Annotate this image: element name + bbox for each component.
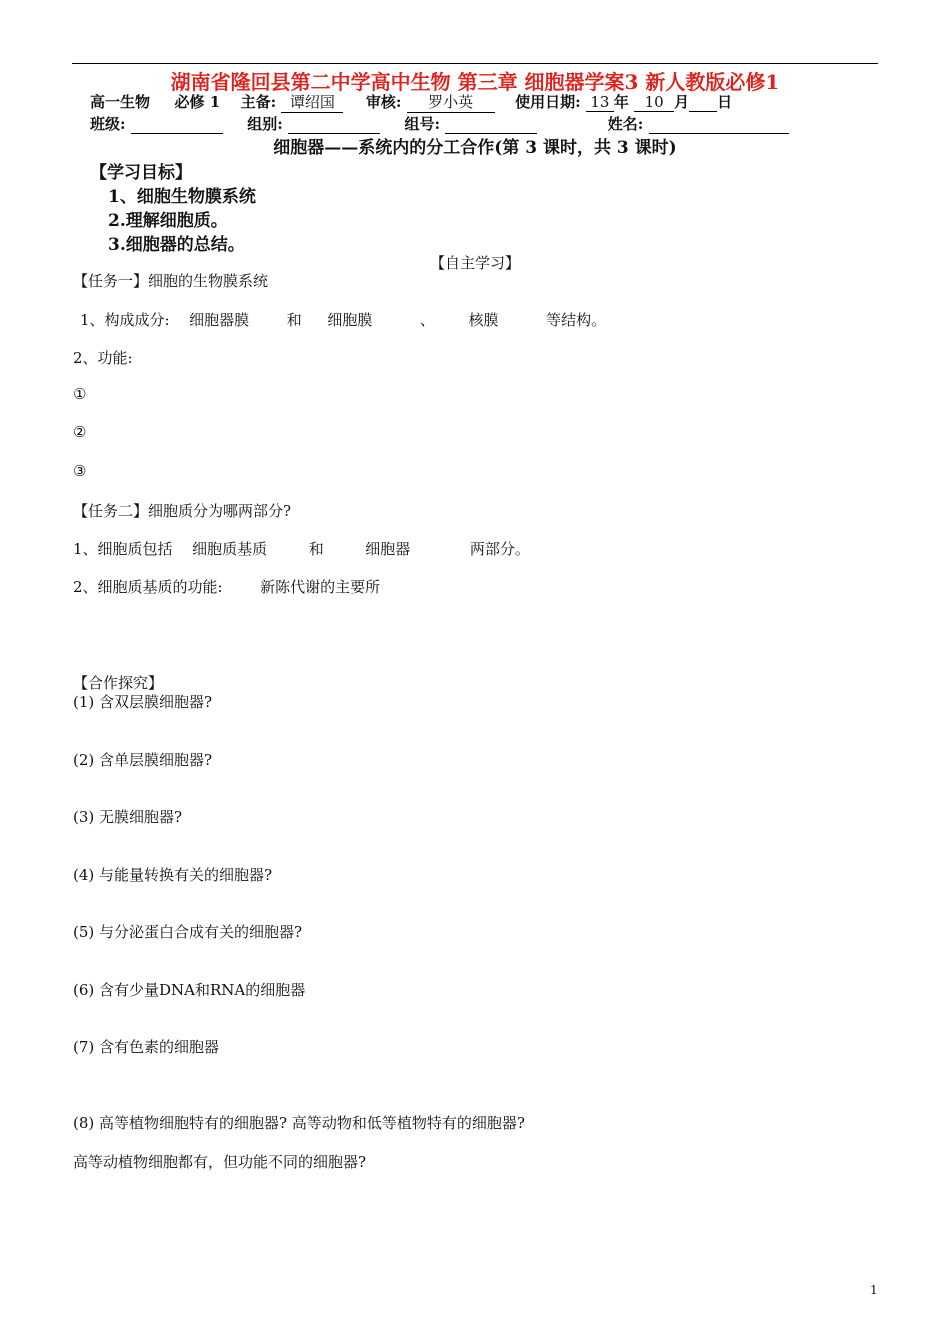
cooperation-question: (3) 无膜细胞器? — [73, 808, 183, 826]
date-month: 10 — [634, 93, 674, 112]
task2-q1-answer-1: 细胞质基质 — [192, 540, 268, 558]
cooperation-question: (4) 与能量转换有关的细胞器? — [73, 866, 273, 884]
groupno-blank[interactable] — [445, 115, 537, 134]
objective-item: 1、细胞生物膜系统 — [108, 187, 256, 207]
function-mark: ① — [73, 385, 87, 403]
preparer-label: 主备: — [240, 93, 277, 111]
objectives-heading: 【学习目标】 — [90, 163, 192, 183]
reviewer-label: 审核: — [365, 93, 402, 111]
task1-q1-suffix: 等结构。 — [546, 311, 607, 329]
page-number: 1 — [870, 1283, 878, 1297]
meta-row-1 — [90, 91, 732, 113]
book: 必修 1 — [174, 93, 221, 111]
task2-heading: 【任务二】细胞质分为哪两部分? — [73, 502, 292, 520]
task2-q1-suffix: 两部分。 — [469, 540, 530, 558]
date-day-unit: 日 — [717, 93, 733, 111]
date-label: 使用日期: — [515, 93, 581, 111]
task1-q2: 2、功能: — [73, 349, 133, 367]
date-year: 13 — [586, 93, 614, 112]
document-title: 湖南省隆回县第二中学高中生物 第三章 细胞器学案3 新人教版必修1 — [170, 70, 780, 94]
name-label: 姓名: — [607, 115, 644, 133]
self-study-heading: 【自主学习】 — [429, 254, 520, 272]
task2-q2 — [73, 576, 380, 597]
top-rule — [72, 63, 878, 64]
task1-q1-and: 和 — [286, 311, 302, 329]
objective-item: 3.细胞器的总结。 — [108, 235, 245, 255]
cooperation-question: (6) 含有少量DNA和RNA的细胞器 — [73, 981, 306, 999]
groupno-label: 组号: — [404, 115, 441, 133]
task2-q2-answer: 新陈代谢的主要所 — [260, 578, 381, 596]
task2-q1-prefix: 1、细胞质包括 — [73, 540, 173, 558]
name-blank[interactable] — [649, 115, 789, 134]
cooperation-question: (5) 与分泌蛋白合成有关的细胞器? — [73, 923, 303, 941]
task1-q1-answer-3: 核膜 — [468, 311, 499, 329]
task2-q1-and: 和 — [308, 540, 324, 558]
preparer-value: 谭绍国 — [281, 91, 343, 113]
group-blank[interactable] — [288, 115, 380, 134]
reviewer-value: 罗小英 — [407, 91, 495, 113]
task1-q1 — [80, 309, 606, 330]
cooperation-question: (8) 高等植物细胞特有的细胞器? 高等动物和低等植物特有的细胞器? — [73, 1114, 525, 1132]
objective-item: 2.理解细胞质。 — [108, 211, 228, 231]
cooperation-question: 高等动植物细胞都有，但功能不同的细胞器? — [73, 1153, 367, 1171]
cooperation-question: (1) 含双层膜细胞器? — [73, 693, 213, 711]
grade-subject: 高一生物 — [90, 93, 151, 111]
date-month-unit: 月 — [674, 93, 690, 111]
meta-row-2 — [90, 113, 789, 134]
class-label: 班级: — [90, 115, 126, 133]
date-day-blank — [689, 93, 717, 112]
cooperation-question: (7) 含有色素的细胞器 — [73, 1038, 220, 1056]
task1-q1-sep: 、 — [419, 311, 435, 329]
task1-q1-answer-1: 细胞器膜 — [189, 311, 250, 329]
task1-q1-prefix: 1、构成成分: — [80, 311, 170, 329]
task2-q1 — [73, 538, 530, 559]
task2-q2-prefix: 2、细胞质基质的功能: — [73, 578, 223, 596]
group-label: 组别: — [247, 115, 283, 133]
cooperation-heading: 【合作探究】 — [73, 674, 164, 692]
date-year-unit: 年 — [613, 93, 629, 111]
function-mark: ② — [73, 423, 87, 441]
task2-q1-answer-2: 细胞器 — [365, 540, 411, 558]
task1-q1-answer-2: 细胞膜 — [327, 311, 373, 329]
function-mark: ③ — [73, 462, 87, 480]
section-subtitle: 细胞器——系统内的分工合作(第 3 课时，共 3 课时) — [273, 138, 677, 158]
cooperation-question: (2) 含单层膜细胞器? — [73, 751, 213, 769]
task1-heading: 【任务一】细胞的生物膜系统 — [73, 272, 269, 290]
class-blank[interactable] — [131, 115, 223, 134]
